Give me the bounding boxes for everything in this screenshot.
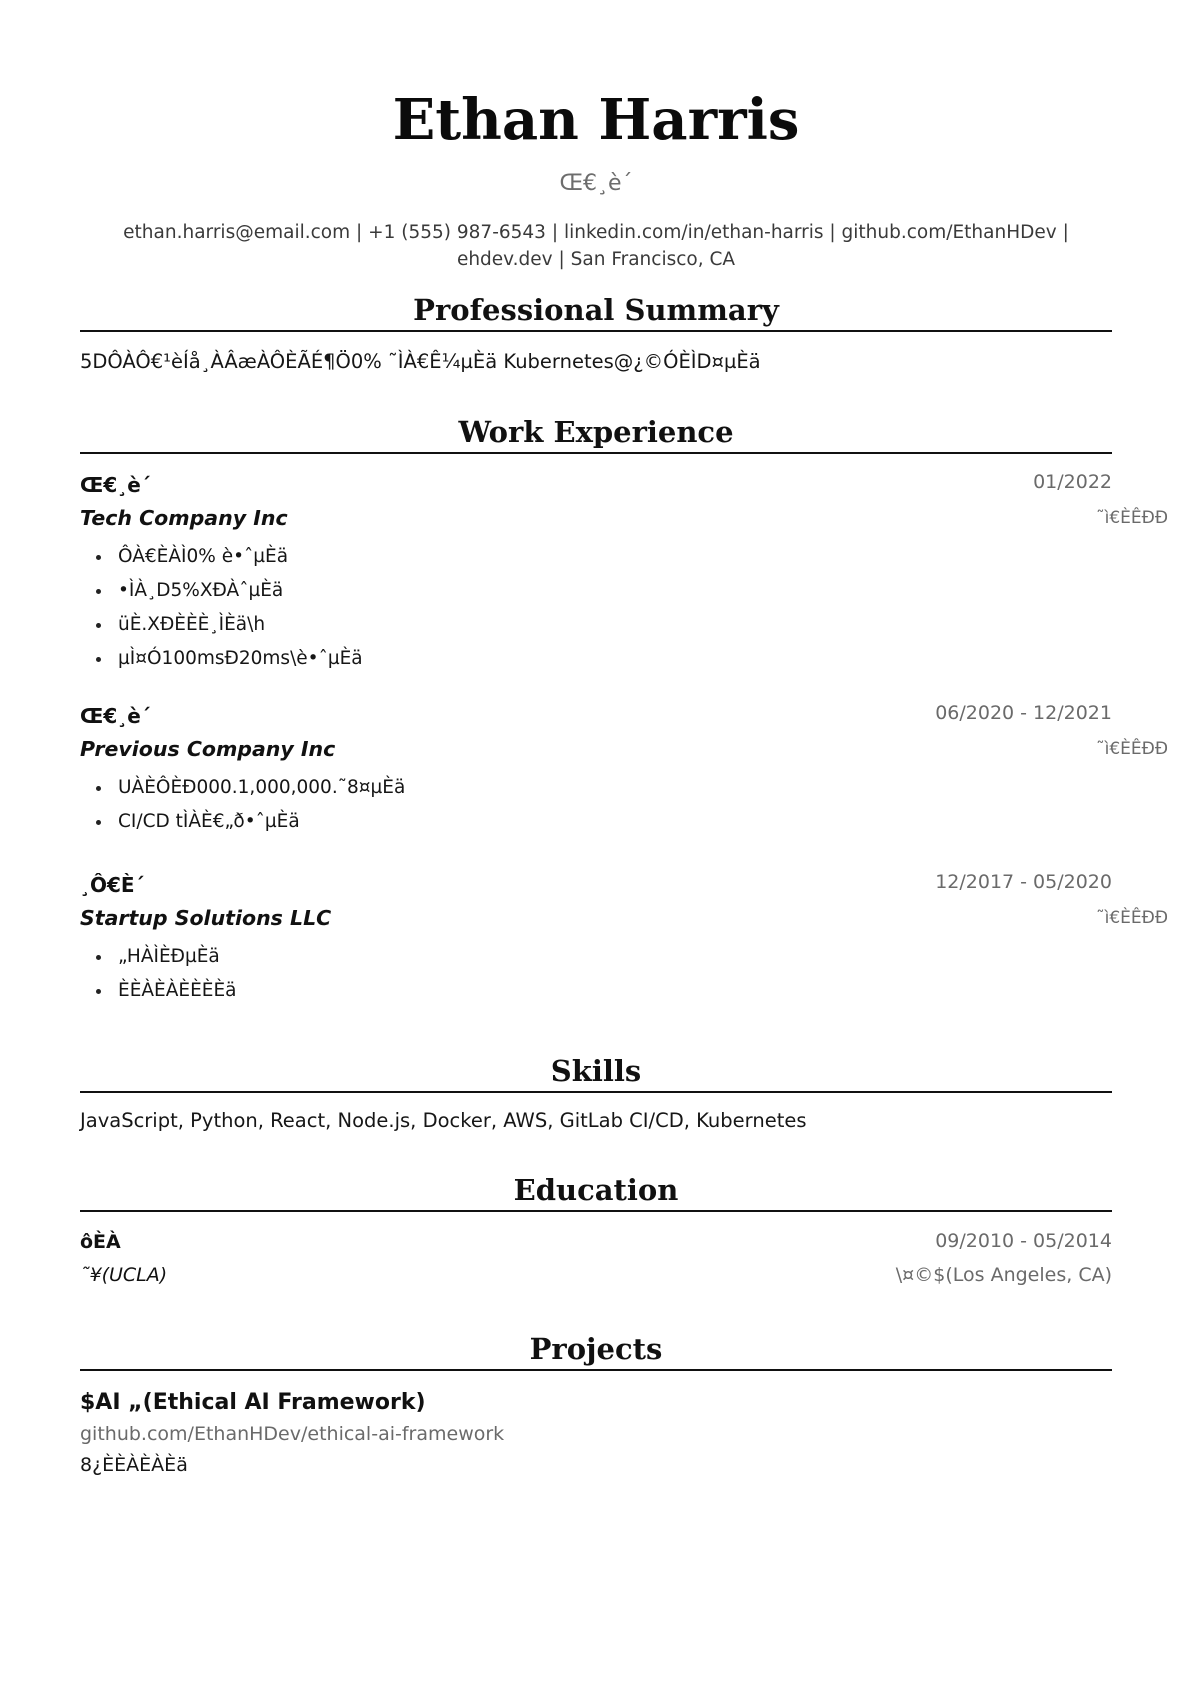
list-item: CI/CD tÌÀÈ€„ð•ˆµÈä: [80, 805, 405, 839]
section-divider: [80, 330, 1112, 332]
education-location: \¤©$(Los Angeles, CA): [895, 1264, 1112, 1286]
skills-text: JavaScript, Python, React, Node.js, Docker, AWS, GitLab CI/CD, Kubernetes: [80, 1109, 807, 1132]
job-title: Œ€¸è´: [80, 704, 151, 728]
job-location: ˜ì€ÈÊÐÐ: [1096, 908, 1168, 928]
job-bullets: [80, 940, 236, 1008]
section-divider: [80, 1091, 1112, 1093]
education-degree: ôÈÀ: [80, 1231, 121, 1253]
job-location: ˜ì€ÈÊÐÐ: [1096, 508, 1168, 528]
list-item: UÀÈÔÈÐ000.1,000,000.˜8¤µÈä: [80, 771, 405, 805]
education-date: 09/2010 - 05/2014: [935, 1230, 1112, 1252]
education-school: ˜¥(UCLA): [80, 1264, 168, 1286]
list-item: üÈ.XÐÈÈÈ¸ÌÈä\h: [80, 608, 363, 642]
job-date: 12/2017 - 05/2020: [935, 871, 1112, 893]
project-link[interactable]: github.com/EthanHDev/ethical-ai-framework: [80, 1423, 505, 1445]
section-title-skills: Skills: [550, 1054, 642, 1088]
candidate-headline: Œ€¸è´: [559, 171, 633, 196]
company-name: Tech Company Inc: [80, 506, 288, 530]
section-divider: [80, 452, 1112, 454]
section-title-education: Education: [513, 1173, 679, 1207]
list-item: µÌ¤Ó100msÐ20ms\è•ˆµÈä: [80, 642, 363, 676]
company-name: Previous Company Inc: [80, 737, 336, 761]
contact-line-2: ehdev.dev | San Francisco, CA: [456, 249, 736, 270]
company-name: Startup Solutions LLC: [80, 906, 332, 930]
section-divider: [80, 1369, 1112, 1371]
job-bullets: [80, 771, 405, 839]
candidate-name: Ethan Harris: [392, 87, 800, 153]
resume-page: [80, 0, 1168, 1683]
project-name: $AI „(Ethical AI Framework): [80, 1390, 426, 1415]
job-date: 01/2022: [1033, 471, 1112, 493]
contact-line-1: ethan.harris@email.com | +1 (555) 987-6543 | linkedin.com/in/ethan-harris | github.com/EthanHDev |: [123, 222, 1069, 243]
job-title: Œ€¸è´: [80, 473, 151, 497]
summary-text: 5DÔÀÔ€¹èÍå¸ÀÂæÀÔÈÃÉ¶Ö0% ˜ÌÀ€Ê¼µÈä Kubernetes@¿©ÓÈÌD¤µÈä: [80, 350, 761, 373]
section-title-experience: Work Experience: [458, 415, 734, 449]
section-title-summary: Professional Summary: [413, 293, 779, 327]
list-item: •ÌÀ¸D5%XÐÀˆµÈä: [80, 574, 363, 608]
job-date: 06/2020 - 12/2021: [935, 702, 1112, 724]
list-item: „HÀÌÈÐµÈä: [80, 940, 236, 974]
job-location: ˜ì€ÈÊÐÐ: [1096, 739, 1168, 759]
list-item: ÔÀ€ÈÀÌ0% è•ˆµÈä: [80, 540, 363, 574]
contact-info: [80, 219, 1112, 273]
job-title: ¸Ô€È´: [80, 873, 145, 897]
project-description: 8¿ÈÈÀÈÀÈä: [80, 1454, 188, 1476]
section-title-projects: Projects: [529, 1332, 663, 1366]
section-divider: [80, 1210, 1112, 1212]
list-item: ÈÈÀÈÀÈÈÈÈä: [80, 974, 236, 1008]
job-bullets: [80, 540, 363, 676]
